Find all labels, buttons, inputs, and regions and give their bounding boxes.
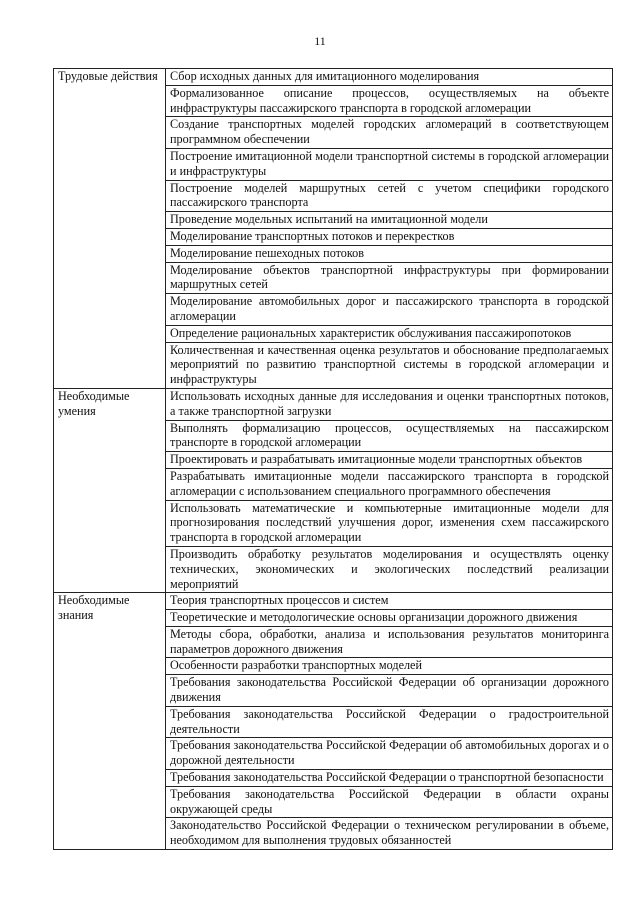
section-item: Требования законодательства Российской Федерации о транспортной безопасности [166,770,613,787]
section-label: Необходимые знания [54,593,166,850]
section-item: Формализованное описание процессов, осуществляемых на объекте инфраструктуры пассажирского транспорта в городской агломерации [166,85,613,117]
table-row [54,388,613,420]
section-item: Определение рациональных характеристик обслуживания пассажиропотоков [166,325,613,342]
section-item: Теория транспортных процессов и систем [166,593,613,610]
section-item: Проведение модельных испытаний на имитационной модели [166,212,613,229]
page-number: 11 [314,34,326,48]
section-item: Теоретические и методологические основы организации дорожного движения [166,610,613,627]
table-row [54,69,613,86]
section-item: Построение моделей маршрутных сетей с учетом специфики городского пассажирского транспорта [166,180,613,212]
section-item: Законодательство Российской Федерации о техническом регулировании в объеме, необходимом для выполнения трудовых обязанностей [166,818,613,850]
section-item: Требования законодательства Российской Федерации о градостроительной деятельности [166,706,613,738]
section-item: Моделирование пешеходных потоков [166,245,613,262]
section-item: Особенности разработки транспортных моделей [166,658,613,675]
section-item: Моделирование автомобильных дорог и пассажирского транспорта в городской агломерации [166,294,613,326]
section-item: Использовать исходных данные для исследования и оценки транспортных потоков, а также транспортной загрузки [166,388,613,420]
section-item: Проектировать и разрабатывать имитационные модели транспортных объектов [166,452,613,469]
section-item: Сбор исходных данных для имитационного моделирования [166,69,613,86]
section-item: Производить обработку результатов моделирования и осуществлять оценку технических, экономических и экологических последствий реализации мероприятий [166,546,613,592]
table-row [54,593,613,610]
section-item: Требования законодательства Российской Федерации об организации дорожного движения [166,675,613,707]
section-item: Построение имитационной модели транспортной системы в городской агломерации и инфраструктуры [166,148,613,180]
table-body [54,69,613,850]
section-label: Необходимые умения [54,388,166,592]
section-item: Выполнять формализацию процессов, осуществляемых на пассажирском транспорте в городской агломерации [166,420,613,452]
labor-functions-table [53,68,613,850]
section-item: Создание транспортных моделей городских агломераций в соответствующем программном обеспечении [166,117,613,149]
section-item: Моделирование объектов транспортной инфраструктуры при формировании маршрутных сетей [166,262,613,294]
section-item: Использовать математические и компьютерные имитационные модели для прогнозирования последствий улучшения дорог, изменения схем пассажирского транспорта в городской агломерации [166,500,613,546]
section-item: Требования законодательства Российской Федерации в области охраны окружающей среды [166,786,613,818]
section-item: Требования законодательства Российской Федерации об автомобильных дорогах и о дорожной деятельности [166,738,613,770]
section-label: Трудовые действия [54,69,166,389]
section-item: Разрабатывать имитационные модели пассажирского транспорта в городской агломерации с использованием специального программного обеспечения [166,468,613,500]
section-item: Моделирование транспортных потоков и перекрестков [166,228,613,245]
section-item: Методы сбора, обработки, анализа и использования результатов мониторинга параметров дорожного движения [166,626,613,658]
section-item: Количественная и качественная оценка результатов и обоснование предполагаемых мероприятий по развитию транспортной системы в городской агломерации и инфраструктуры [166,342,613,388]
